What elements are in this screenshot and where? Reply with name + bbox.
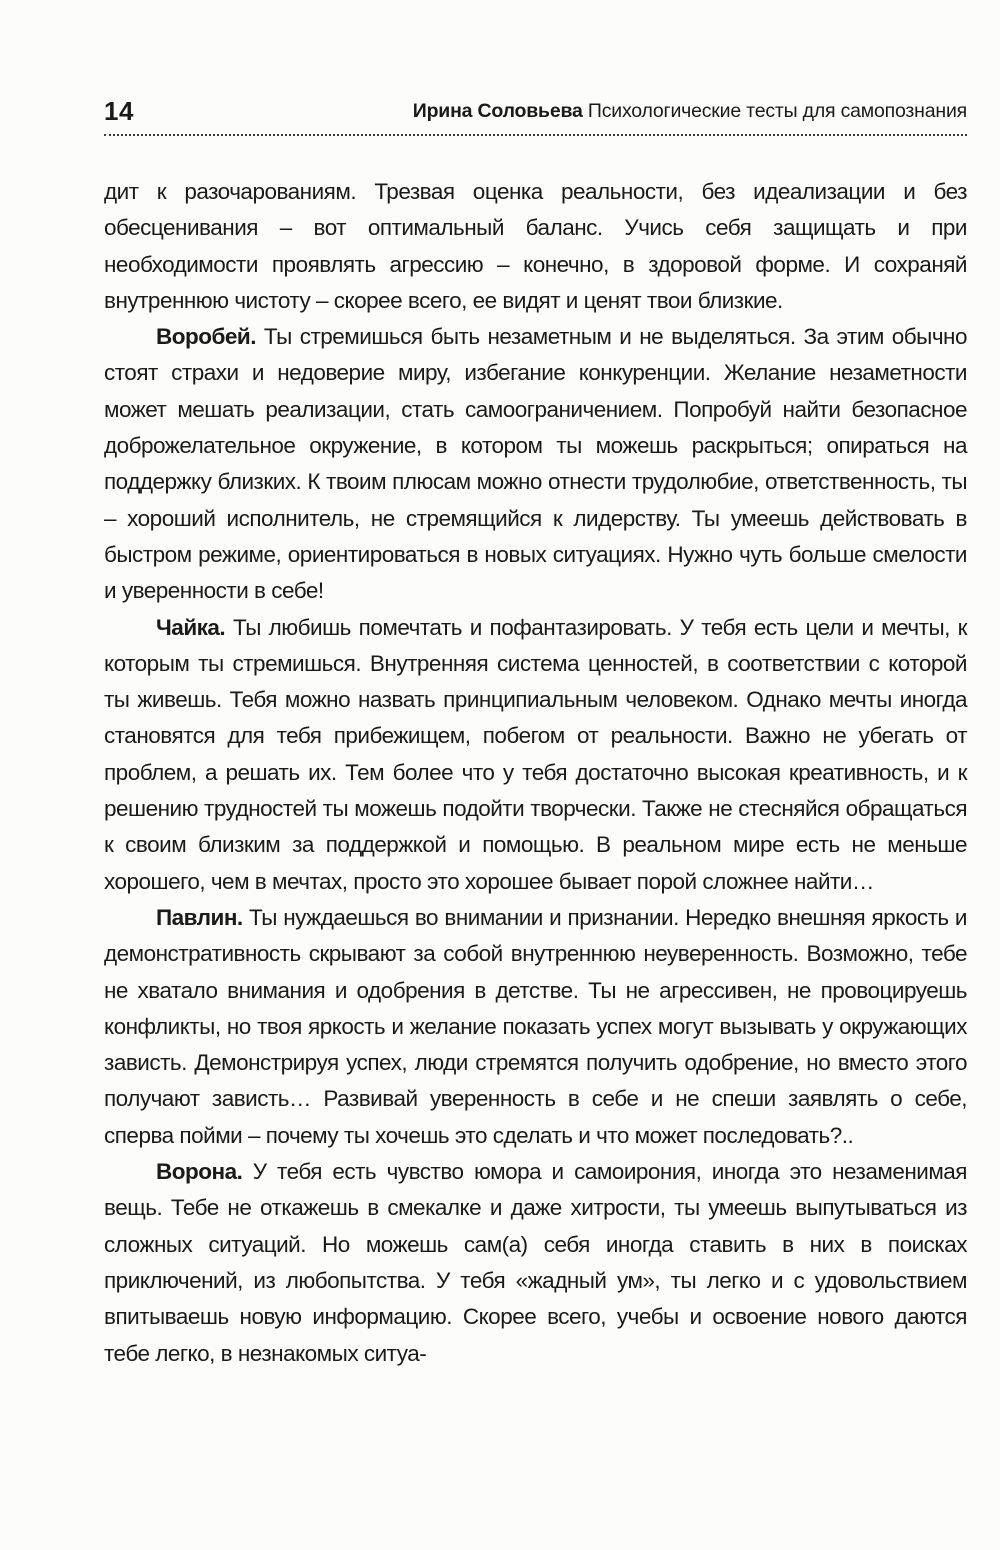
page-header <box>104 94 967 136</box>
paragraph-term: Павлин. <box>156 904 243 930</box>
running-title <box>413 100 967 123</box>
paragraph-term: Ворона. <box>156 1159 243 1185</box>
paragraph-term: Воробей. <box>156 324 256 350</box>
body-text <box>104 174 967 1372</box>
paragraph-text: У тебя есть чувство юмора и самоирония, иногда это незаменимая вещь. Тебе не откажешь в смекалке и даже хитрости, ты умеешь выпутываться из сложных ситуаций. Но можешь сам(а) себя иногда ставить в них в поисках приключений, из любопытства. У тебя «жадный ум», ты легко и с удовольствием впитываешь новую информацию. Скорее всего, учебы и освоение нового даются тебе легко, в незнакомых ситуа- <box>104 1159 967 1366</box>
book-title: Психологические тесты для самопознания <box>587 100 967 122</box>
page-number: 14 <box>104 96 134 126</box>
paragraph-text: Ты стремишься быть незаметным и не выделяться. За этим обычно стоят страхи и недоверие миру, избегание конкуренции. Желание незаметности может мешать реализации, стать самоограничением. Попробуй найти безопасное доброжелательное окружение, в котором ты можешь раскрыться; опираться на поддержку близких. К твоим плюсам можно отнести трудолюбие, ответственность, ты – хороший исполнитель, не стремящийся к лидерству. Ты умеешь действовать в быстром режиме, ориентироваться в новых ситуациях. Нужно чуть больше смелости и уверенности в себе! <box>104 324 967 604</box>
paragraph-text: Ты любишь помечтать и пофантазировать. У тебя есть цели и мечты, к которым ты стремишься. Внутренняя система ценностей, в соответствии с которой ты живешь. Тебя можно назвать принципиальным человеком. Однако мечты иногда становятся для тебя прибежищем, побегом от реальности. Важно не убегать от проблем, а решать их. Тем более что у тебя достаточно высокая креативность, и к решению трудностей ты можешь подойти творчески. Также не стесняйся обращаться к своим близким за поддержкой и помощью. В реальном мире есть не меньше хорошего, чем в мечтах, просто это хорошее бывает порой сложнее найти… <box>104 614 967 894</box>
paragraph-crow <box>104 1154 967 1372</box>
paragraph-text: дит к разочарованиям. Трезвая оценка реальности, без идеализации и без обесценивания – вот оптимальный баланс. Учись себя защищать и при необходимости проявлять агрессию – конечно, в здоровой форме. И сохраняй внутреннюю чистоту – скорее всего, ее видят и ценят твои близкие. <box>104 179 967 313</box>
paragraph-term: Чайка. <box>156 614 226 640</box>
author-name: Ирина Соловьева <box>412 100 583 122</box>
paragraph-peacock <box>104 900 967 1154</box>
paragraph-text: Ты нуждаешься во внимании и признании. Нередко внешняя яркость и демонстративность скрывают за собой внутреннюю неуверенность. Возможно, тебе не хватало внимания и одобрения в детстве. Ты не агрессивен, не провоцируешь конфликты, но твоя яркость и желание показать успех могут вызывать у окружающих зависть. Демонстрируя успех, люди стремятся получить одобрение, но вместо этого получают зависть… Развивай уверенность в себе и не спеши заявлять о себе, сперва пойми – почему ты хочешь это сделать и что может последовать?.. <box>104 904 967 1148</box>
paragraph-seagull <box>104 610 967 900</box>
paragraph-continuation <box>104 174 967 319</box>
paragraph-sparrow <box>104 319 967 609</box>
